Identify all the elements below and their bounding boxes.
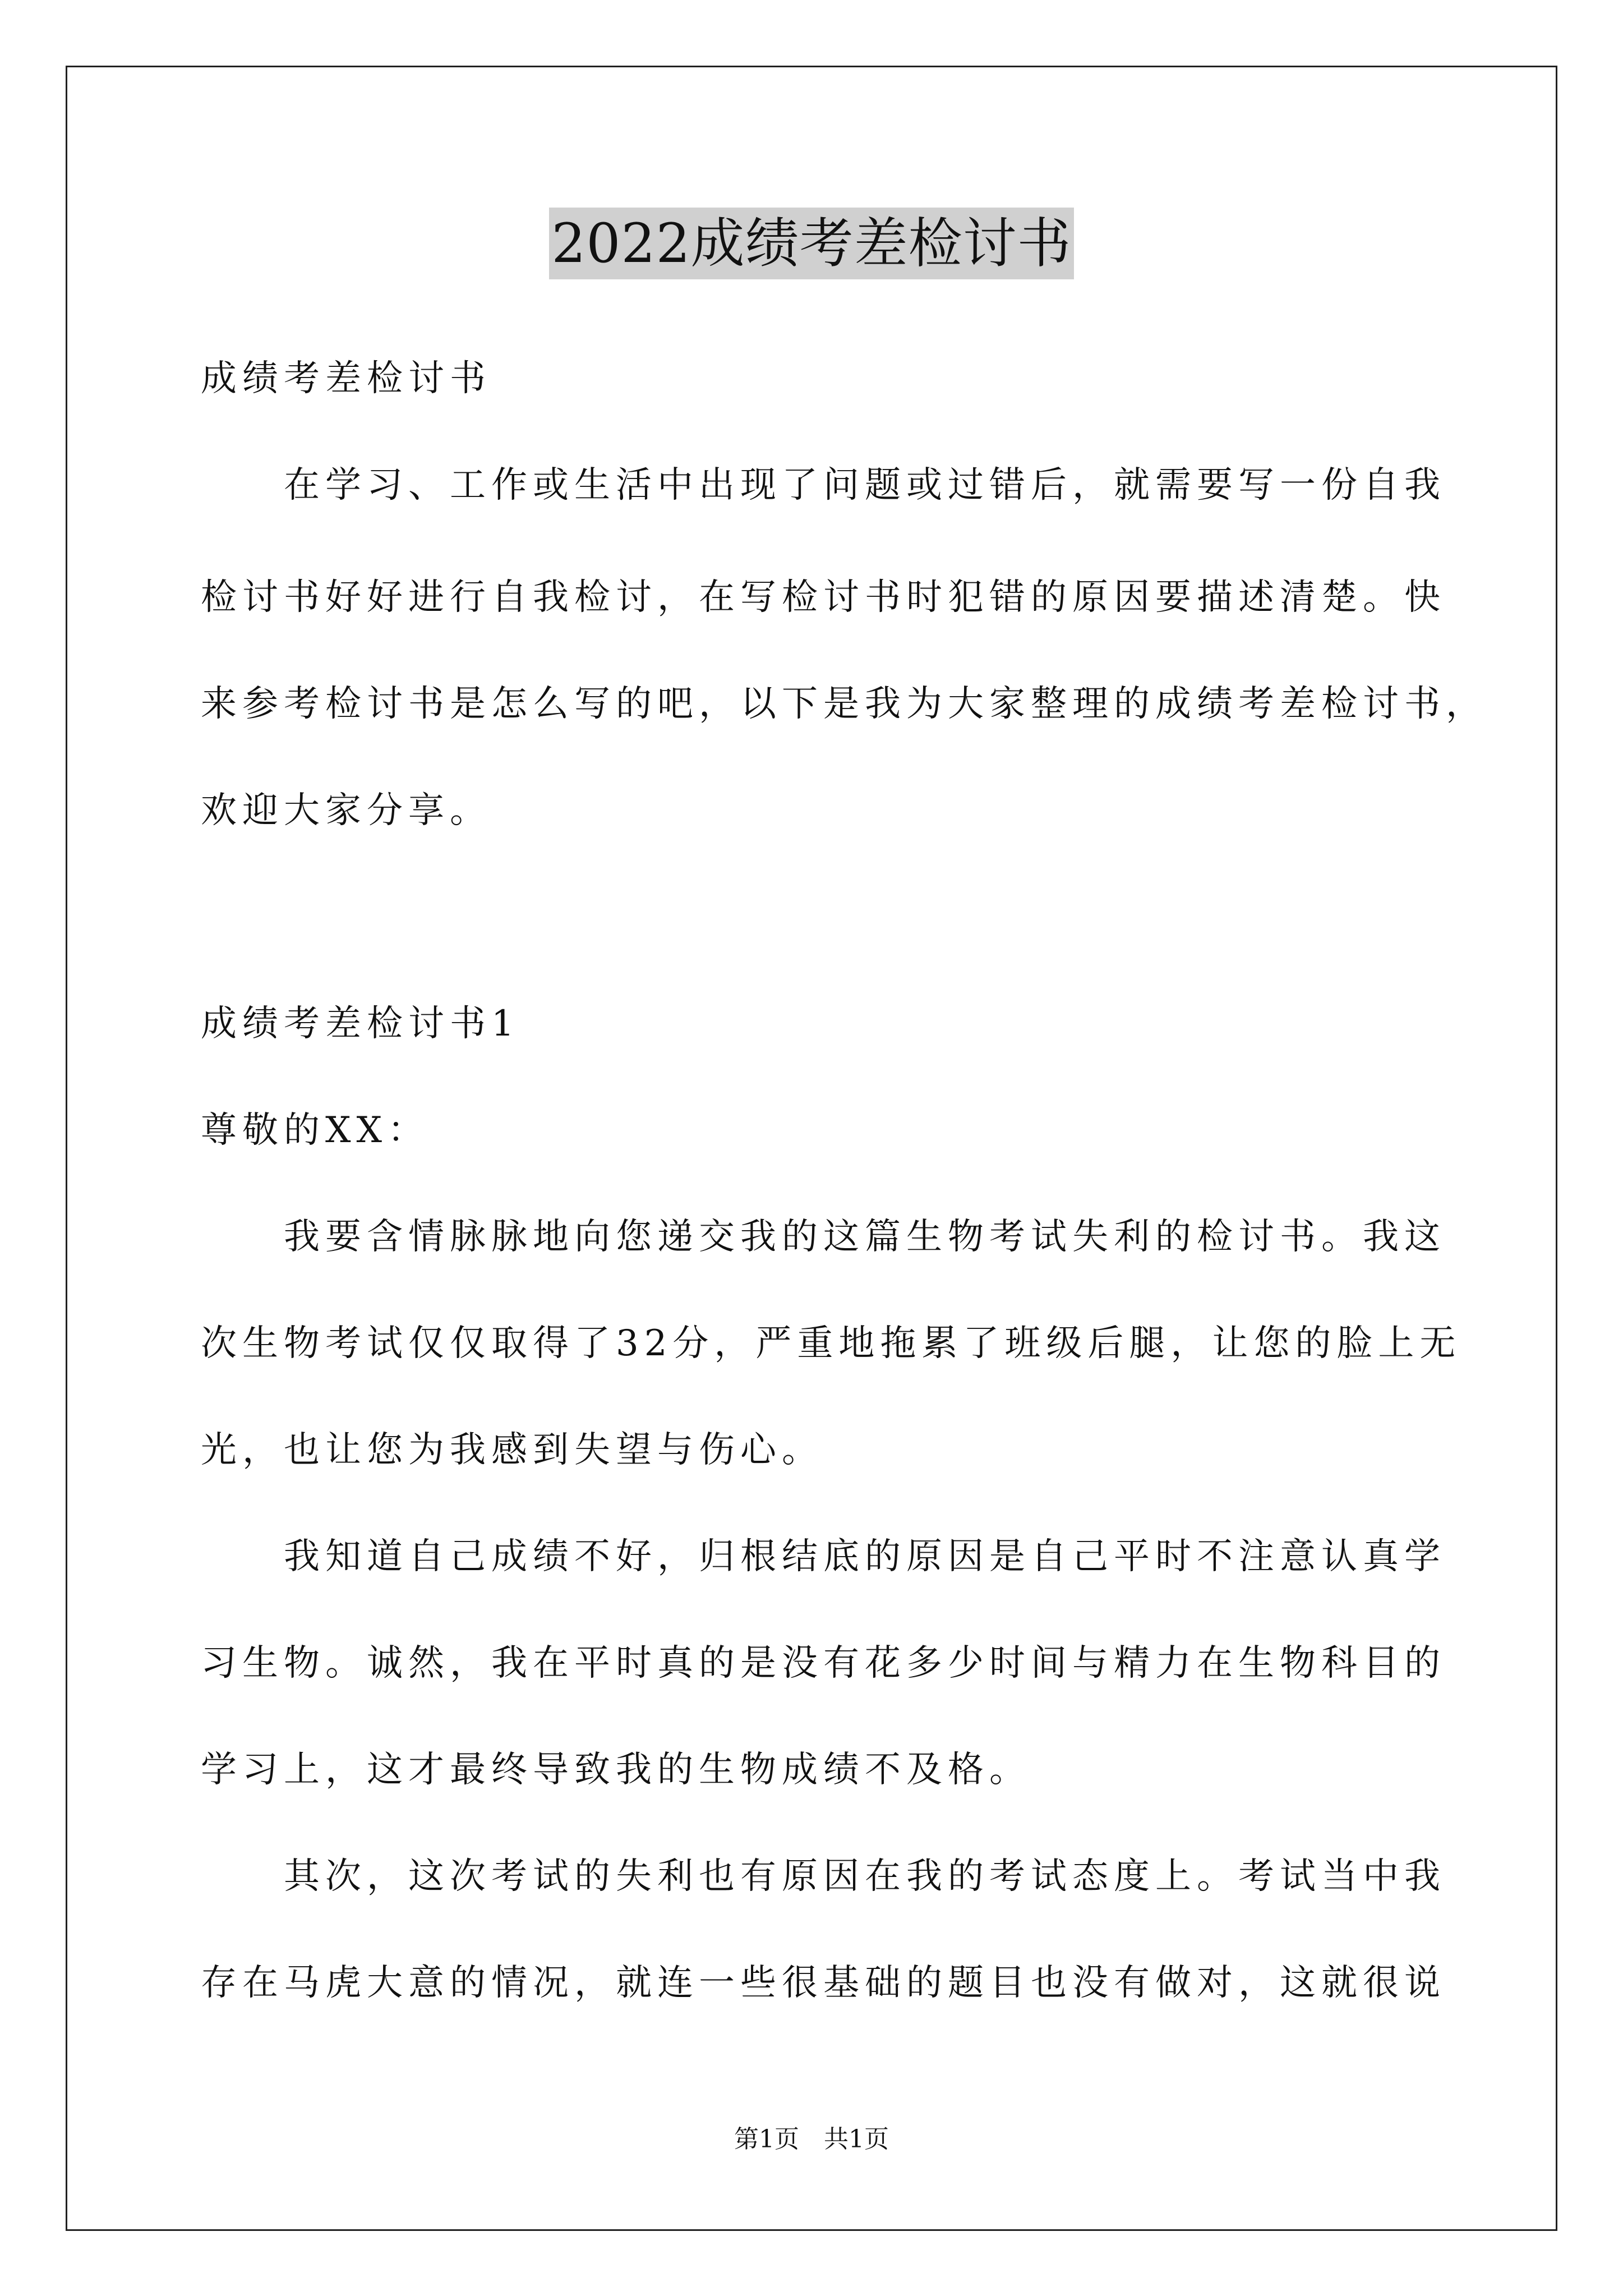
body-line: 习生物。诚然，我在平时真的是没有花多少时间与精力在生物科目的 <box>201 1642 1446 1684</box>
title-container <box>0 208 1623 279</box>
body-line: 其次，这次考试的失利也有原因在我的考试态度上。考试当中我 <box>201 1856 1446 1897</box>
body-line: 次生物考试仅仅取得了32分，严重地拖累了班级后腿，让您的脸上无 <box>201 1323 1461 1364</box>
body-line: 存在马虎大意的情况，就连一些很基础的题目也没有做对，这就很说 <box>201 1962 1446 2004</box>
body-line: 成绩考差检讨书 <box>201 358 491 399</box>
body-line: 光，也让您为我感到失望与伤心。 <box>201 1429 823 1471</box>
document-title: 2022成绩考差检讨书 <box>549 208 1073 279</box>
body-line: 来参考检讨书是怎么写的吧，以下是我为大家整理的成绩考差检讨书， <box>201 683 1487 725</box>
body-line: 检讨书好好进行自我检讨，在写检讨书时犯错的原因要描述清楚。快 <box>201 577 1446 618</box>
body-line: 欢迎大家分享。 <box>201 790 491 831</box>
body-line: 我要含情脉脉地向您递交我的这篇生物考试失利的检讨书。我这 <box>201 1216 1446 1258</box>
body-line: 我知道自己成绩不好，归根结底的原因是自己平时不注意认真学 <box>201 1536 1446 1577</box>
body-line: 学习上，这才最终导致我的生物成绩不及格。 <box>201 1749 1031 1791</box>
salutation: 尊敬的XX： <box>201 1110 430 1151</box>
section-heading: 成绩考差检讨书1 <box>201 1003 520 1045</box>
page-footer: 第1页 共1页 <box>734 2125 889 2154</box>
body-line: 在学习、工作或生活中出现了问题或过错后，就需要写一份自我 <box>201 464 1446 506</box>
